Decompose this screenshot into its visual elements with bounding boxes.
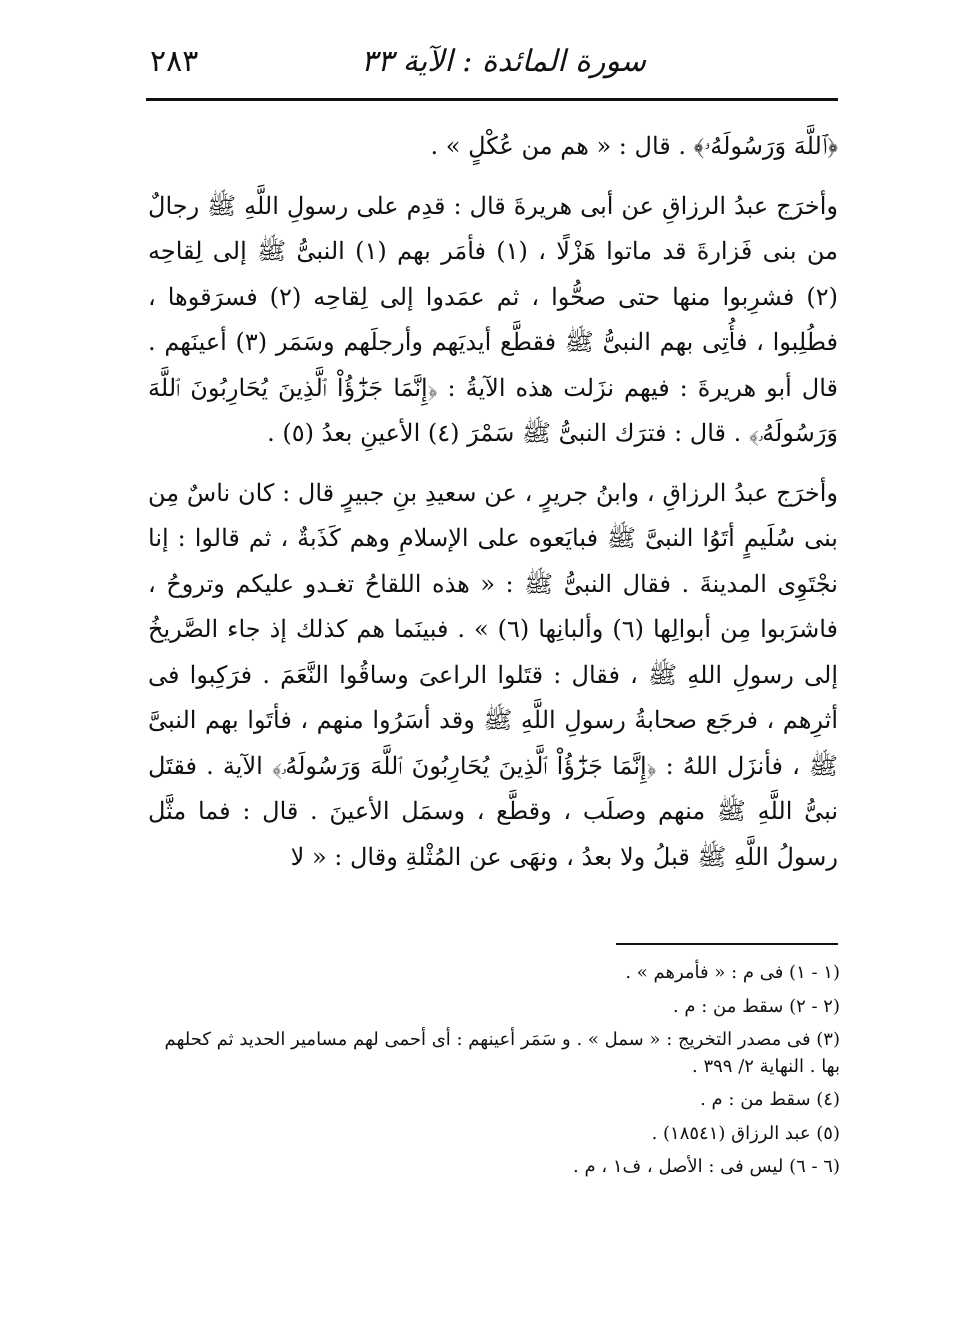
footnote-6: (٦ - ٦) ليس فى : الأصل ، ف١ ، م . (573, 1156, 840, 1177)
footnote-separator (616, 943, 838, 945)
page-header (146, 40, 836, 96)
paragraph-3: وأخرَج عبدُ الرزاقِ ، وابنُ جريرٍ ، عن سعيدِ بنِ جبيرٍ قال : كان ناسٌ مِن بنى سُلَيمٍ أتَوُا النبىَّ ﷺ فبايَعوه على الإسلامِ وهم كَذَبةٌ ، ثم قالوا : إنا نجْتَوِى المدينةَ . فقال النبىُّ ﷺ : « هذه اللقاحُ تغـدو عليكم وتروحُ ، فاشرَبوا مِن أبوالِها (٦) وألبانِها (٦) » . فبينَما هم كذلك إذ جاء الصَّريخُ إلى رسولِ اللهِ ﷺ ، فقال : قتَلوا الراعىَ وساقُوا النَّعَمَ . فرَكِبوا فى أثرِهم ، فرجَع صحابةُ رسولِ اللَّهِ ﷺ وقد أسَرُوا منهم ، فأتَوا بهم النبىَّ ﷺ ، فأنزَل اللهُ : ﴿إِنَّمَا جَزَٰٓؤُاْ ٱلَّذِينَ يُحَارِبُونَ ٱللَّهَ وَرَسُولَهُۥ﴾ الآية . فقتَل نبىُّ اللَّهِ ﷺ منهم وصلَب ، وقطَّع ، وسمَل الأعينَ . قال : فما مثَّل رسولُ اللَّهِ ﷺ قبلُ ولا بعدُ ، ونهَى عن المُثْلةِ وقال : « لا (148, 478, 839, 871)
paragraph-1: ﴿ٱللَّهَ وَرَسُولَهُۥ﴾ . قال : « هم من عُكْلٍ » . (430, 132, 838, 160)
paragraph-2: وأخرَج عبدُ الرزاقِ عن أبى هريرةَ قال : قدِم على رسولِ اللَّهِ ﷺ رجالٌ من بنى فَزارةَ قد ماتوا هَزْلًا ، (١) فأمَر بهم (١) النبىُّ ﷺ إلى لِقاحِه (٢) فشرِبوا منها حتى صحُّوا ، ثم عمَدوا إلى لِقاحِه (٢) فسرَقوها ، فطُلِبوا ، فأُتِى بهم النبىُّ ﷺ فقطَّع أيديَهم وأرجلَهم وسَمَر (٣) أعينَهم . قال أبو هريرةَ : فيهم نزَلت هذه الآيةُ : ﴿إِنَّمَا جَزَٰٓؤُاْ ٱلَّذِينَ يُحَارِبُونَ ٱللَّهَ وَرَسُولَهُۥ﴾ . قال : فترَك النبىُّ ﷺ سَمْرَ (٤) الأعينِ بعدُ (٥) . (148, 191, 838, 447)
main-text (148, 124, 838, 880)
footnote-2: (٢ - ٢) سقط من : م . (672, 995, 840, 1017)
running-title: سورة المائدة : الآية ٣٣ (361, 44, 646, 79)
header-rule (146, 98, 838, 101)
footnote-3: (٣) فى مصدر التخريج : « سمل » . و سَمَر أعينهم : أى أحمى لهم مسامير الحديد ثم كحلهم بها . النهاية ٢/ ٣٩٩ . (164, 1029, 840, 1077)
page-number: ٢٨٣ (150, 44, 199, 79)
footnote-5: (٥) عبد الرزاق (١٨٥٤١) . (651, 1122, 840, 1144)
footnotes (150, 956, 840, 1184)
footnote-4: (٤) سقط من : م . (700, 1089, 840, 1110)
footnote-1: (١ - ١) فى م : « فأمرهم » . (625, 962, 840, 983)
